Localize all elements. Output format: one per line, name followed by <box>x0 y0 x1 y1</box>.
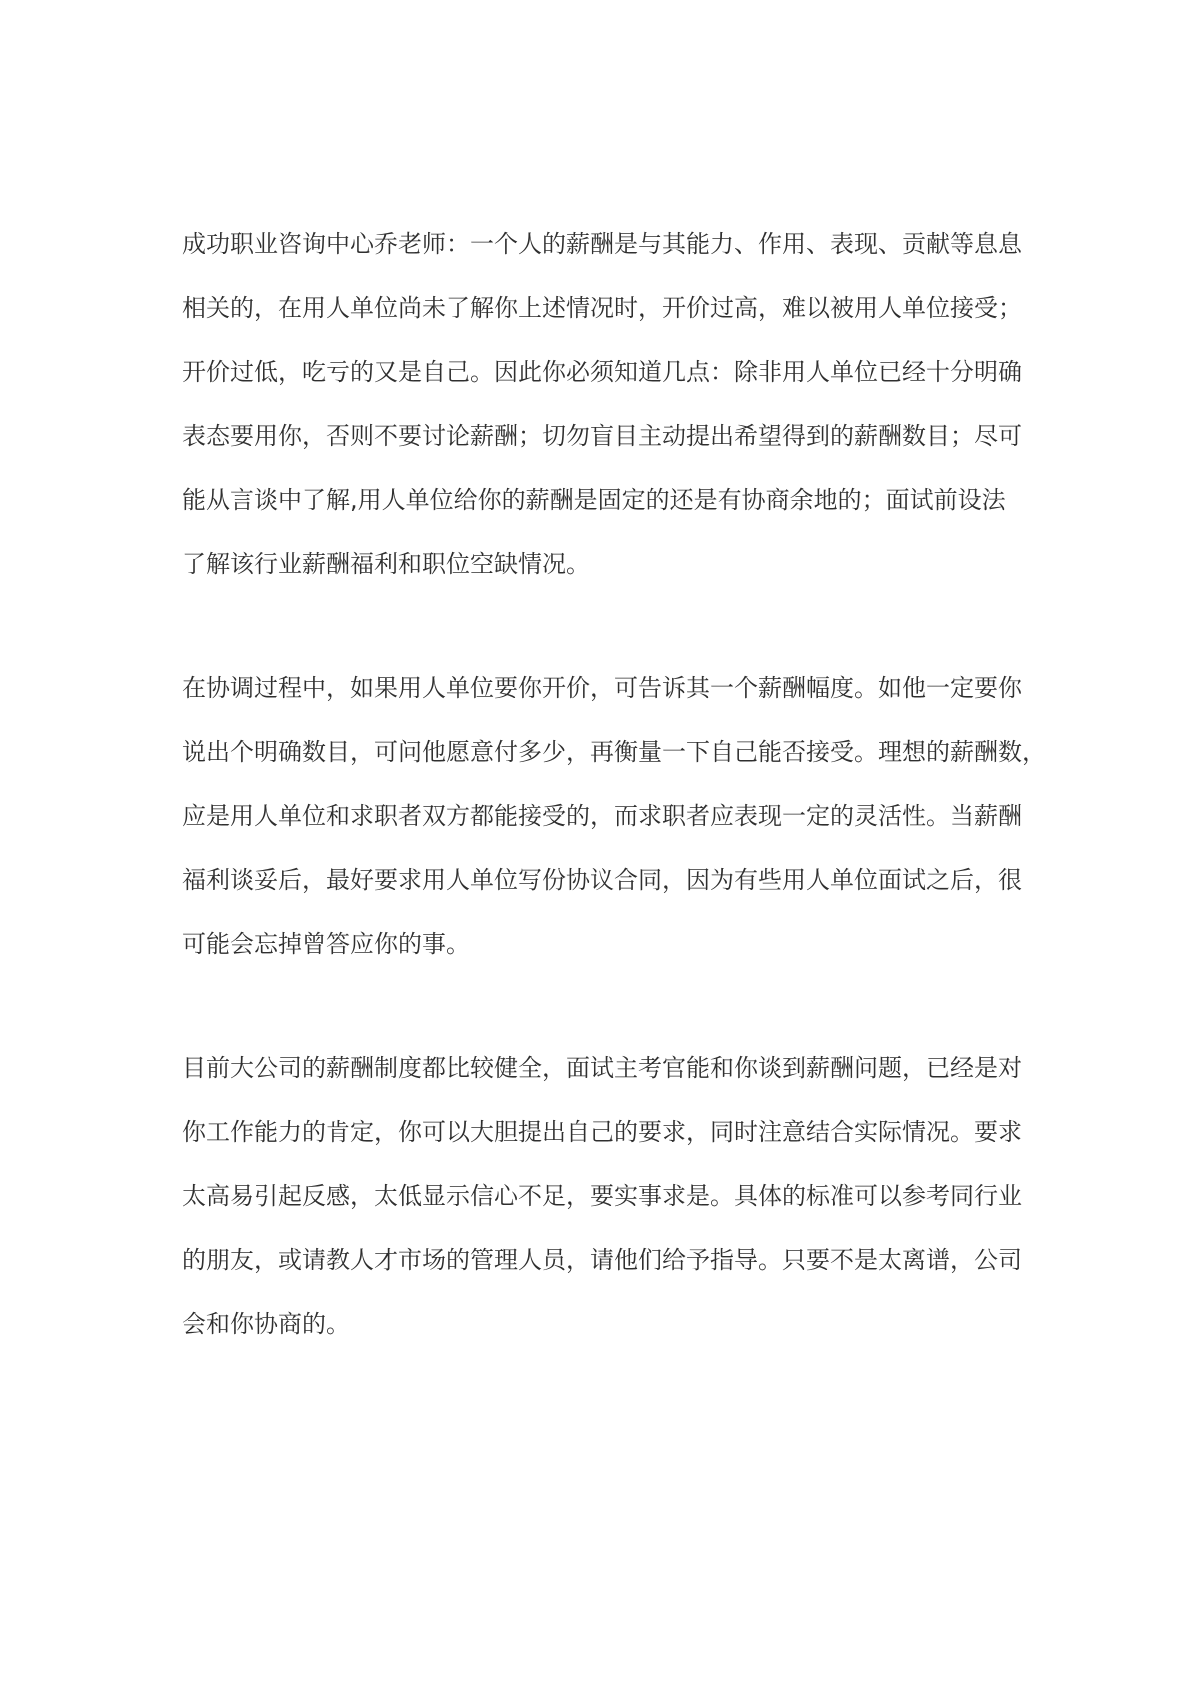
document-body <box>182 212 1046 1416</box>
text-line: 目前大公司的薪酬制度都比较健全，面试主考官能和你谈到薪酬问题，已经是对 <box>182 1054 1022 1082</box>
text-line: 福利谈妥后，最好要求用人单位写份协议合同，因为有些用人单位面试之后，很 <box>182 866 1022 894</box>
text-line: 了解该行业薪酬福利和职位空缺情况。 <box>182 550 590 578</box>
text-line: 的朋友，或请教人才市场的管理人员，请他们给予指导。只要不是太离谱，公司 <box>182 1246 1022 1274</box>
text-line: 相关的，在用人单位尚未了解你上述情况时，开价过高，难以被用人单位接受； <box>182 294 1022 322</box>
text-line: 说出个明确数目，可问他愿意付多少，再衡量一下自己能否接受。理想的薪酬数， <box>182 738 1046 766</box>
paragraph-2 <box>182 656 1046 976</box>
paragraph-3 <box>182 1036 1028 1356</box>
text-line: 太高易引起反感，太低显示信心不足，要实事求是。具体的标准可以参考同行业 <box>182 1182 1022 1210</box>
text-line: 开价过低，吃亏的又是自己。因此你必须知道几点：除非用人单位已经十分明确 <box>182 358 1022 386</box>
text-line: 会和你协商的。 <box>182 1310 350 1338</box>
paragraph-1 <box>182 212 1028 596</box>
text-line: 表态要用你，否则不要讨论薪酬；切勿盲目主动提出希望得到的薪酬数目；尽可 <box>182 422 1022 450</box>
text-line: 应是用人单位和求职者双方都能接受的，而求职者应表现一定的灵活性。当薪酬 <box>182 802 1022 830</box>
text-line: 可能会忘掉曾答应你的事。 <box>182 930 470 958</box>
text-line: 成功职业咨询中心乔老师：一个人的薪酬是与其能力、作用、表现、贡献等息息 <box>182 230 1022 258</box>
text-line: 你工作能力的肯定，你可以大胆提出自己的要求，同时注意结合实际情况。要求 <box>182 1118 1022 1146</box>
text-line: 在协调过程中，如果用人单位要你开价，可告诉其一个薪酬幅度。如他一定要你 <box>182 674 1022 702</box>
text-line: 能从言谈中了解,用人单位给你的薪酬是固定的还是有协商余地的；面试前设法 <box>182 486 1006 514</box>
